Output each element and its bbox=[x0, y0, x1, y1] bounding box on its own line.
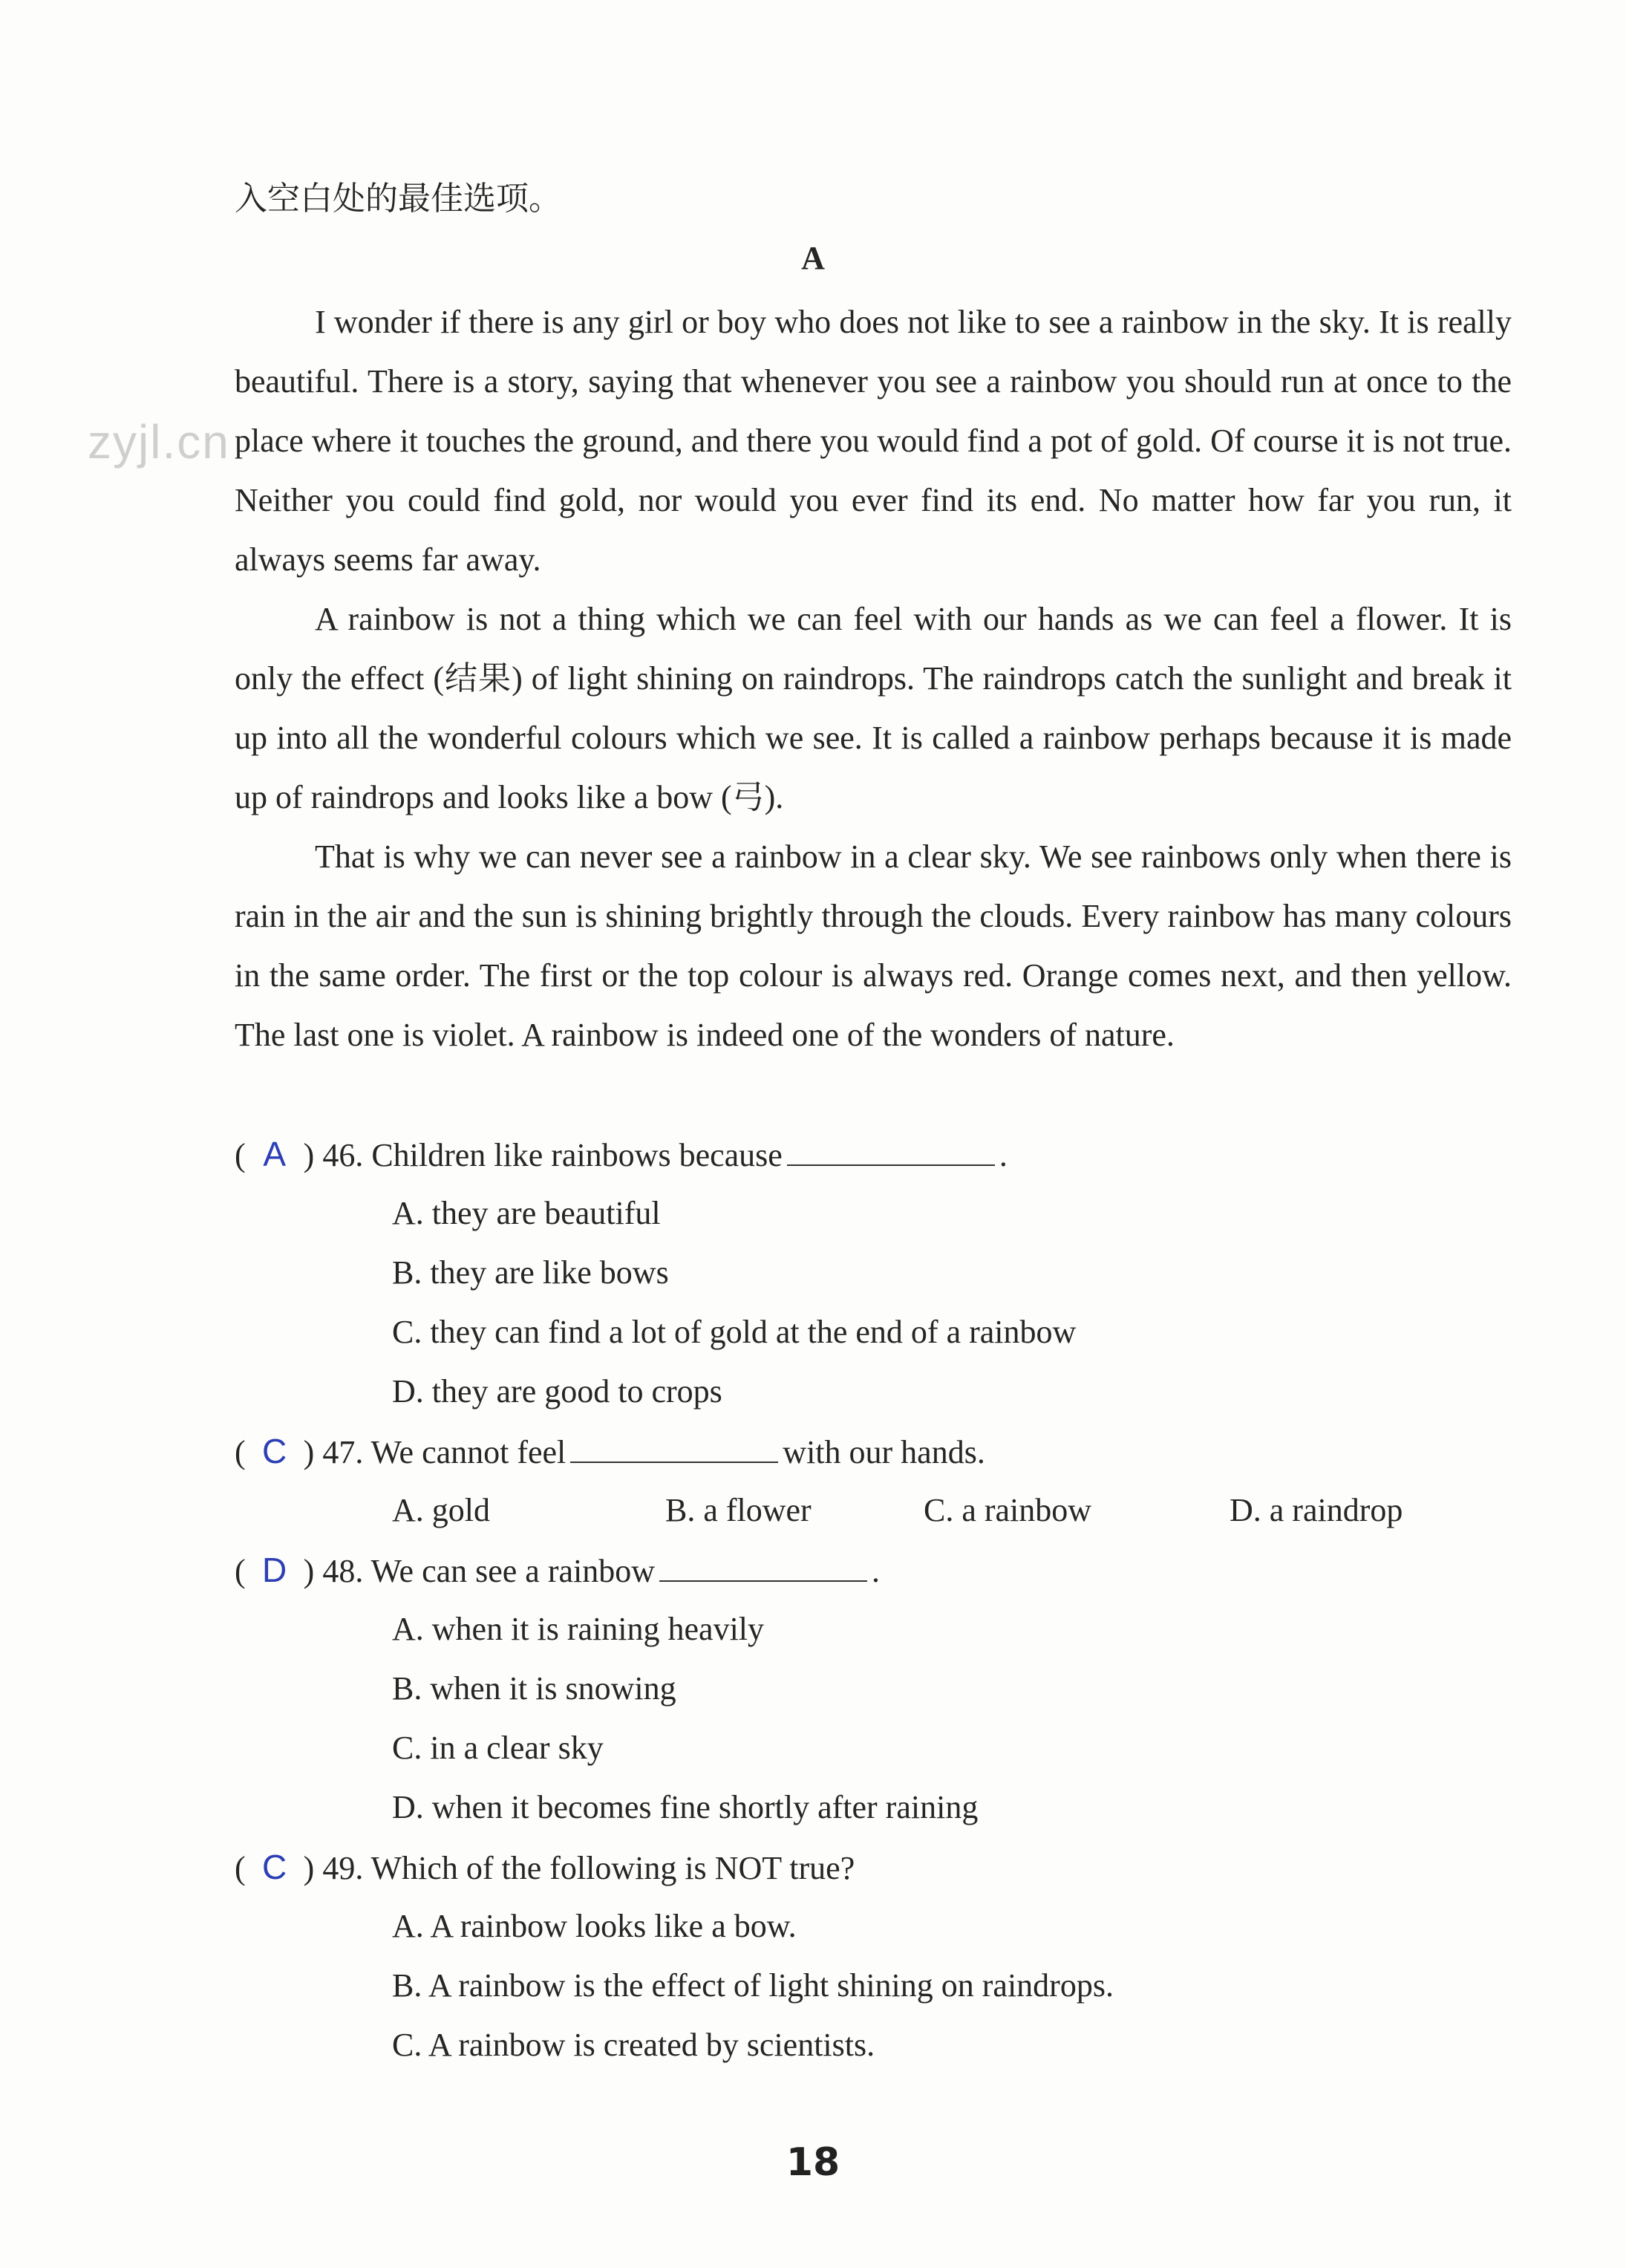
option-47-d: D. a raindrop bbox=[1230, 1492, 1403, 1528]
option-46-d: D. they are good to crops bbox=[392, 1373, 722, 1410]
option-48-d: D. when it becomes fine shortly after raining bbox=[392, 1789, 979, 1825]
question-stem: Children like rainbows because bbox=[371, 1137, 783, 1173]
question-47 bbox=[235, 1421, 1512, 1481]
answer-46: A bbox=[263, 1135, 286, 1173]
option-46-a: A. they are beautiful bbox=[392, 1195, 661, 1231]
option-47-a: A. gold bbox=[392, 1492, 490, 1528]
answer-blank bbox=[659, 1549, 867, 1582]
option-47-c: C. a rainbow bbox=[924, 1492, 1092, 1528]
passage-paragraph: A rainbow is not a thing which we can feel with our hands as we can feel a flower. It is only the effect (结果) of light shining on raindrops. The raindrops catch the sunlight and break it up into all the wonderful colours which we see. It is called a rainbow perhaps because it is made up of raindrops and looks like a bow (弓). bbox=[235, 601, 1512, 815]
open-paren: ( bbox=[235, 1850, 246, 1886]
question-stem: We cannot feel bbox=[370, 1434, 567, 1470]
option-row-47 bbox=[235, 1481, 1512, 1540]
question-46 bbox=[235, 1124, 1512, 1184]
reading-passage bbox=[235, 293, 1512, 1065]
question-49 bbox=[235, 1837, 1512, 1897]
answer-blank bbox=[570, 1430, 778, 1463]
watermark: zyjl.cn bbox=[88, 415, 230, 469]
section-title: A bbox=[801, 240, 825, 276]
open-paren: ( bbox=[235, 1434, 246, 1470]
option-48-b: B. when it is snowing bbox=[392, 1670, 676, 1707]
option-49-b: B. A rainbow is the effect of light shining on raindrops. bbox=[392, 1967, 1114, 2004]
option-49-c: C. A rainbow is created by scientists. bbox=[392, 2027, 875, 2063]
answer-47: C bbox=[262, 1432, 287, 1470]
question-number: 46. bbox=[322, 1137, 364, 1173]
option-46-c: C. they can find a lot of gold at the end of a rainbow bbox=[392, 1314, 1077, 1350]
answer-blank bbox=[787, 1133, 995, 1166]
question-stem-end: with our hands. bbox=[783, 1434, 985, 1470]
passage-paragraph: That is why we can never see a rainbow in a clear sky. We see rainbows only when there is rain in the air and the sun is shining brightly through the clouds. Every rainbow has many colours in the same order. The first or the top colour is always red. Orange comes next, and then yellow. The last one is violet. A rainbow is indeed one of the wonders of nature. bbox=[235, 838, 1512, 1053]
question-number: 48. bbox=[322, 1553, 364, 1589]
question-48 bbox=[235, 1540, 1512, 1600]
open-paren: ( bbox=[235, 1137, 246, 1173]
instruction-text: 入空白处的最佳选项。 bbox=[235, 180, 561, 217]
question-number: 47. bbox=[322, 1434, 364, 1470]
passage-paragraph: I wonder if there is any girl or boy who does not like to see a rainbow in the sky. It is really beautiful. There is a story, saying that whenever you see a rainbow you should run at once to the place where it touches the ground, and there you would find a pot of gold. Of course it is not true. Neither you could find gold, nor would you ever find its end. No matter how far you run, it always seems far away. bbox=[235, 304, 1512, 578]
option-46-b: B. they are like bows bbox=[392, 1254, 669, 1291]
close-paren: ) bbox=[303, 1137, 315, 1173]
question-stem: We can see a rainbow bbox=[370, 1553, 656, 1589]
option-48-a: A. when it is raining heavily bbox=[392, 1611, 765, 1647]
close-paren: ) bbox=[303, 1850, 315, 1886]
question-stem-end: . bbox=[999, 1137, 1008, 1173]
option-47-b: B. a flower bbox=[665, 1492, 812, 1528]
question-list bbox=[235, 1124, 1512, 2075]
question-stem-end: . bbox=[872, 1553, 881, 1589]
option-48-c: C. in a clear sky bbox=[392, 1730, 604, 1766]
question-number: 49. bbox=[322, 1850, 364, 1886]
answer-49: C bbox=[262, 1848, 287, 1886]
close-paren: ) bbox=[303, 1434, 315, 1470]
page-number: 18 bbox=[786, 2140, 840, 2185]
open-paren: ( bbox=[235, 1553, 246, 1589]
answer-48: D bbox=[262, 1551, 287, 1589]
question-stem: Which of the following is NOT true? bbox=[370, 1850, 855, 1886]
close-paren: ) bbox=[303, 1553, 315, 1589]
option-49-a: A. A rainbow looks like a bow. bbox=[392, 1908, 797, 1944]
